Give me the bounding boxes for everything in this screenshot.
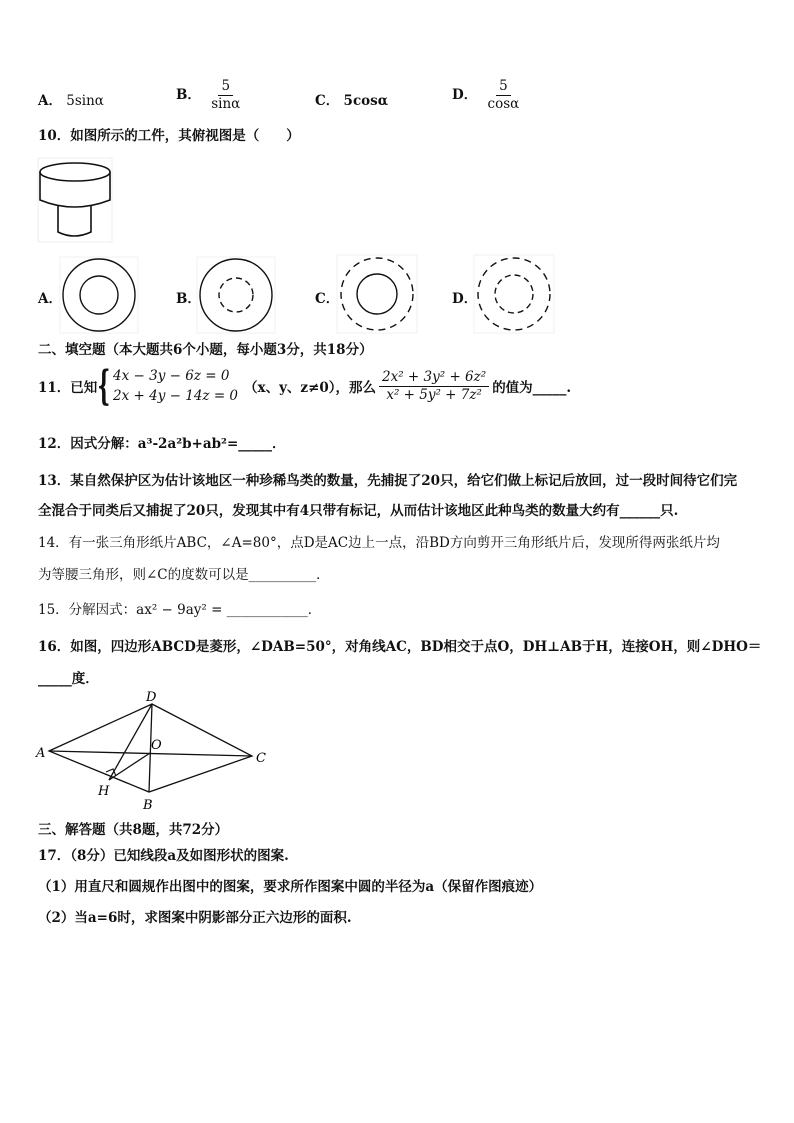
label-h: H (98, 784, 110, 799)
q11-eq1: 4x − 3y − 6z = 0 (113, 368, 230, 384)
label-a: A (36, 746, 46, 761)
q15-text: 15．分解因式：ax² − 9ay² = ____________． (38, 602, 322, 618)
q10-option-d-label: D． (452, 291, 478, 307)
q11-eq2: 2x + 4y − 14z = 0 (113, 388, 239, 404)
label-d: D (146, 690, 157, 705)
label-c: C (256, 751, 266, 766)
q16-rhombus-figure (34, 688, 274, 816)
q10-lower-cylinder (58, 204, 91, 236)
q16-line1: 16．如图，四边形ABCD是菱形，∠DAB=50°，对角线AC，BD相交于点O，DH⊥AB于H，连接OH，则∠DHO＝ (38, 639, 762, 655)
q17-stem: 17．（8分）已知线段a及如图形状的图案. (38, 848, 289, 864)
q9-option-b-numerator: 5 (218, 78, 233, 96)
section3-heading: 三、解答题（共8题，共72分） (38, 822, 229, 838)
segment-dh (109, 704, 152, 780)
q9-option-a (38, 89, 104, 109)
q11-fraction (379, 369, 489, 404)
q10-option-c-label: C． (315, 291, 340, 307)
q10-option-c-figure (337, 255, 417, 333)
q9-option-c-label: C． (315, 93, 340, 109)
q9-option-b-label: B． (176, 87, 201, 103)
q9-option-c (315, 89, 388, 109)
section2-heading: 二、填空题（本大题共6个小题，每小题3分，共18分） (38, 342, 373, 358)
q10-upper-cylinder-top (40, 163, 110, 181)
q10-option-a-figure (60, 257, 138, 333)
q17-part1: （1）用直尺和圆规作出图中的图案，要求所作图案中圆的半径为a（保留作图痕迹） (38, 879, 543, 895)
q11-condition: （x、y、z≠0），那么 (244, 380, 377, 396)
q10-option-a-label: A． (38, 291, 62, 307)
q13-line1: 13．某自然保护区为估计该地区一种珍稀鸟类的数量，先捕捉了20只，给它们做上标记后放回，过一段时间待它们完 (38, 473, 738, 489)
q12-text: 12．因式分解：a³-2a²b+ab²=_____． (38, 436, 286, 452)
q16-line2: _____度． (38, 671, 99, 687)
q10-option-b-figure (197, 257, 275, 333)
q9-option-a-label: A． (38, 93, 62, 109)
q9-option-d-denominator: cosα (487, 96, 520, 112)
q9-option-b (176, 78, 246, 113)
q11-fraction-numerator: 2x² + 3y² + 6z² (379, 369, 489, 387)
q10-option-b-label: B． (176, 291, 201, 307)
q9-option-b-denominator: sinα (211, 96, 241, 112)
q11 (38, 362, 572, 409)
q9-option-d-label: D． (452, 87, 478, 103)
q11-brace-icon: { (97, 362, 111, 409)
q10-stem: 10．如图所示的工件，其俯视图是（ ） (38, 128, 300, 144)
q10-workpiece-figure (38, 158, 112, 242)
q17-part2: （2）当a=6时，求图案中阴影部分正六边形的面积. (38, 910, 352, 926)
q10-option-d-figure (474, 255, 554, 333)
q11-fraction-denominator: x² + 5y² + 7z² (386, 386, 482, 403)
q11-equation-system (113, 366, 238, 406)
q13-line2: 全混合于同类后又捕捉了20只，发现其中有4只带有标记，从而估计该地区此种鸟类的数量大约有______只. (38, 503, 679, 519)
label-o: O (151, 738, 162, 753)
segment-oh (109, 753, 150, 780)
q9-option-b-fraction (208, 78, 243, 113)
q9-option-d-numerator: 5 (496, 78, 511, 96)
q14-line2: 为等腰三角形，则∠C的度数可以是__________． (38, 567, 330, 583)
q11-suffix: 的值为_____. (492, 380, 572, 396)
q11-prefix: 11．已知 (38, 380, 98, 396)
q14-line1: 14．有一张三角形纸片ABC，∠A=80°，点D是AC边上一点，沿BD方向剪开三角形纸片后，发现所得两张纸片均 (38, 535, 720, 551)
q9-option-d (452, 78, 525, 113)
q9-option-d-fraction (485, 78, 523, 113)
q9-option-c-text: 5cosα (343, 93, 389, 109)
q9-option-a-text: 5sinα (66, 93, 104, 109)
label-b: B (143, 798, 153, 813)
